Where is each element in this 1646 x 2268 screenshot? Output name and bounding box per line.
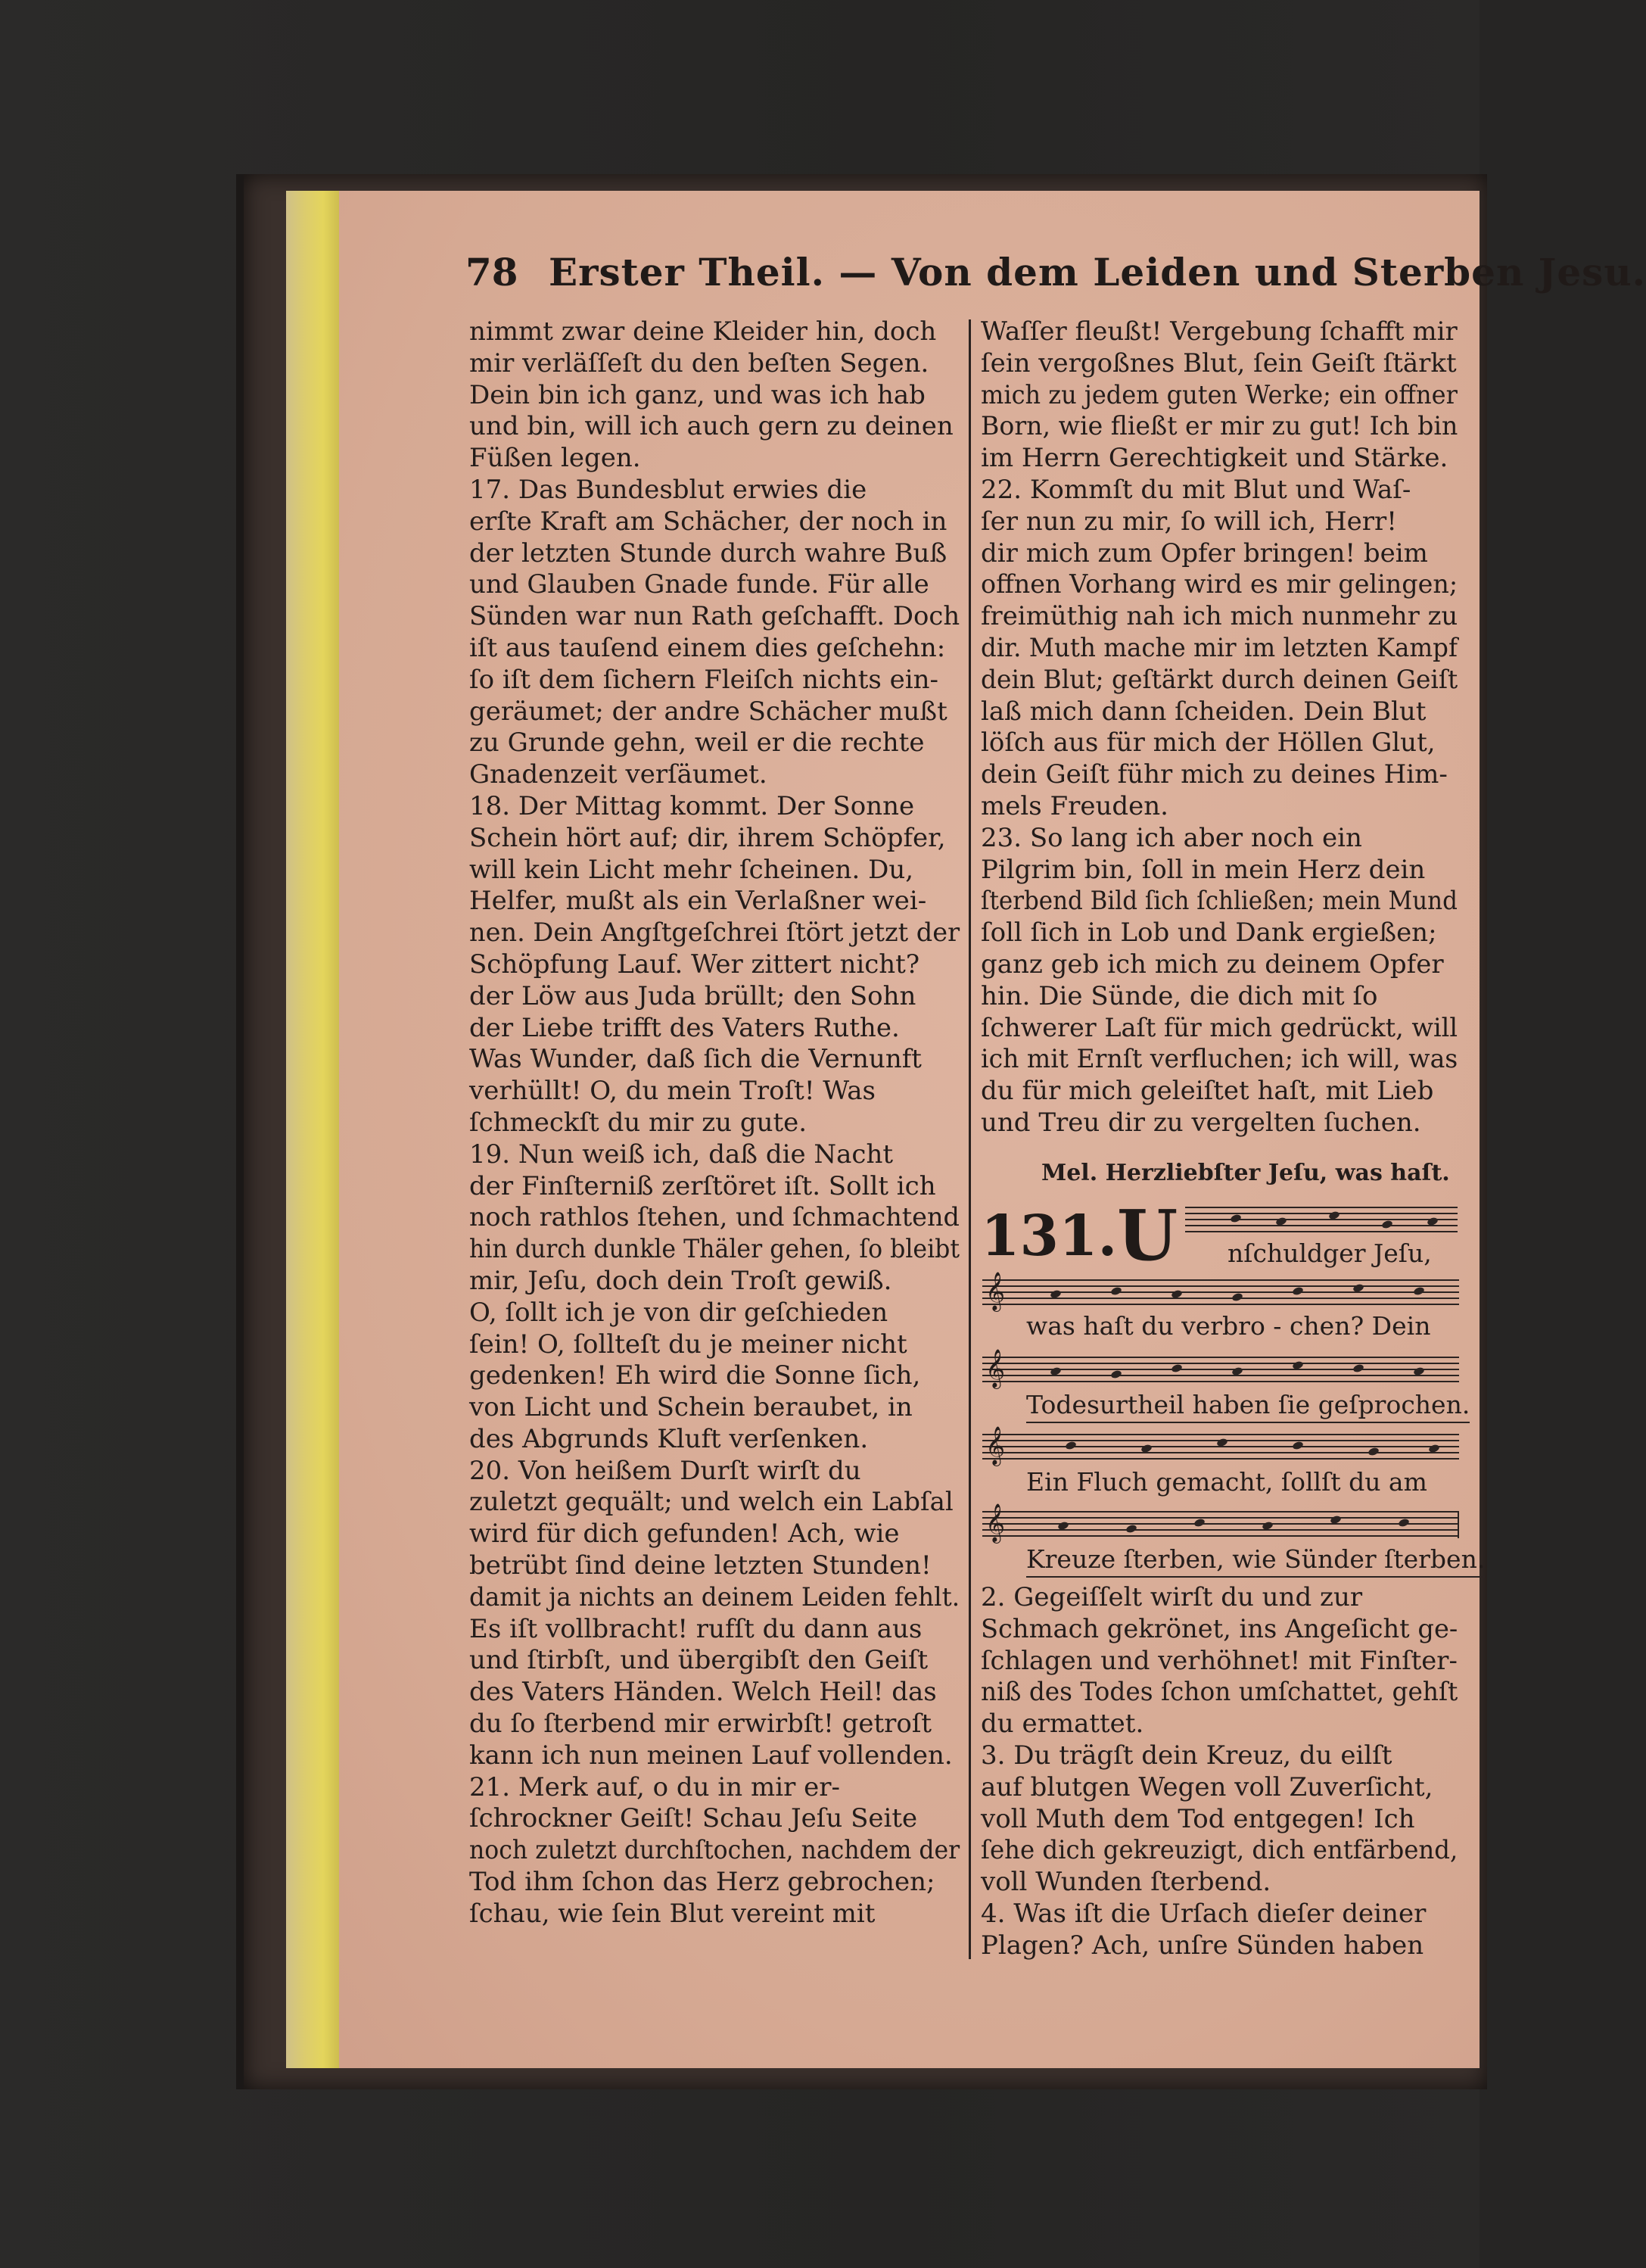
text-line: 20. Von heißem Durſt wirſt du	[469, 1455, 861, 1486]
text-line: ſchmeckſt du mir zu gute.	[469, 1107, 807, 1138]
text-line: voll Muth dem Tod entgegen! Ich	[981, 1803, 1415, 1834]
text-line: verhüllt! O, du mein Troſt! Was	[469, 1076, 876, 1107]
treble-clef-icon: 𝄞	[985, 1272, 1006, 1310]
text-line: zu Grunde gehn, weil er die rechte	[469, 727, 925, 759]
text-line: laß mich dann ſcheiden. Dein Blut	[981, 696, 1427, 727]
column-divider	[969, 319, 971, 1959]
text-line: du ermattet.	[981, 1709, 1144, 1740]
hymn-lyric-2: was haſt du verbro - chen? Dein	[1026, 1311, 1431, 1341]
text-line: zuletzt gequält; und welch ein Labſal	[469, 1487, 954, 1518]
text-line: ſchwerer Laſt für mich gedrückt, will	[981, 1012, 1458, 1043]
text-line: voll Wunden ſterbend.	[981, 1867, 1271, 1898]
left-column	[469, 316, 960, 1930]
text-line: gedenken! Eh wird die Sonne ſich,	[469, 1360, 921, 1391]
text-line: Füßen legen.	[469, 443, 641, 474]
text-line: 17. Das Bundesblut erwies die	[469, 474, 867, 505]
hymn-lyric-1: nſchuldger Jeſu,	[1227, 1238, 1432, 1268]
text-line: löſch aus für mich der Höllen Glut,	[981, 727, 1436, 759]
text-line: Tod ihm ſchon das Herz gebrochen;	[469, 1867, 935, 1898]
text-line: Helfer, mußt als ein Verlaßner wei-	[469, 886, 927, 917]
hymn-lyric-5: Kreuze ſterben, wie Sünder ſterben.	[1026, 1543, 1485, 1578]
text-line: will kein Licht mehr ſcheinen. Du,	[469, 854, 914, 885]
text-line: damit ja nichts an deinem Leiden fehlt.	[469, 1581, 960, 1612]
text-line: ſoll ſich in Lob und Dank ergießen;	[981, 917, 1437, 949]
text-line: 21. Merk auf, o du in mir er-	[469, 1771, 840, 1802]
text-line: dir. Muth mache mir im letzten Kampf	[981, 632, 1458, 663]
text-line: hin. Die Sünde, die dich mit ſo	[981, 980, 1378, 1011]
running-header	[465, 250, 1646, 303]
text-line: Was Wunder, daß ſich die Vernunft	[469, 1044, 922, 1075]
text-line: ſein! O, ſollteſt du je meiner nicht	[469, 1329, 907, 1360]
text-line: Es iſt vollbracht! rufſt du dann aus	[469, 1613, 923, 1644]
text-line: mir verläſſeſt du den beſten Segen.	[469, 347, 929, 379]
text-line: dein Geiſt führ mich zu deines Him-	[981, 759, 1448, 790]
text-line: Born, wie fließt er mir zu gut! Ich bin	[981, 411, 1458, 442]
text-line: der Liebe trifft des Vaters Ruthe.	[469, 1012, 900, 1043]
text-line: noch rathlos ſtehen, und ſchmachtend	[469, 1202, 960, 1233]
music-staff-4	[982, 1426, 1459, 1465]
text-line: du ſo ſterbend mir erwirbſt! getroſt	[469, 1709, 932, 1740]
text-line: hin durch dunkle Thäler gehen, ſo bleibt	[469, 1234, 960, 1265]
text-line: Plagen? Ach, unſre Sünden haben	[981, 1930, 1424, 1961]
text-line: iſt aus tauſend einem dies geſchehn:	[469, 632, 946, 663]
text-line: betrübt ſind deine letzten Stunden!	[469, 1550, 932, 1581]
text-line: nen. Dein Angſtgeſchrei ſtört jetzt der	[469, 917, 960, 949]
text-line: Pilgrim bin, ſoll in mein Herz dein	[981, 854, 1426, 885]
text-line: Schmach gekrönet, ins Angeſicht ge-	[981, 1613, 1458, 1644]
text-line: ganz geb ich mich zu deinem Opfer	[981, 949, 1444, 980]
running-title: Erster Theil. — Von dem Leiden und Sterben Jesu.	[549, 250, 1646, 294]
text-line: 23. So lang ich aber noch ein	[981, 822, 1362, 853]
music-staff-3	[982, 1349, 1459, 1388]
text-line: mir, Jeſu, doch dein Troſt gewiß.	[469, 1265, 892, 1296]
text-line: ſchau, wie ſein Blut vereint mit	[469, 1898, 876, 1929]
right-column-upper	[981, 316, 1458, 1139]
text-line: der Löw aus Juda brüllt; den Sohn	[469, 980, 916, 1011]
text-line: der letzten Stunde durch wahre Buß	[469, 537, 947, 569]
text-line: 2. Gegeiſſelt wirſt du und zur	[981, 1582, 1363, 1612]
text-line: und bin, will ich auch gern zu deinen	[469, 411, 954, 442]
text-line: du für mich geleiſtet haſt, mit Lieb	[981, 1076, 1434, 1107]
text-line: mich zu jedem guten Werke; ein offner	[981, 379, 1458, 410]
text-line: Gnadenzeit verſäumet.	[469, 759, 767, 790]
text-line: geräumet; der andre Schächer mußt	[469, 696, 947, 727]
text-line: 19. Nun weiß ich, daß die Nacht	[469, 1139, 894, 1170]
text-line: 18. Der Mittag kommt. Der Sonne	[469, 790, 915, 821]
text-line: Schein hört auf; dir, ihrem Schöpfer,	[469, 822, 946, 853]
text-line: ſehe dich gekreuzigt, dich entfärbend,	[981, 1835, 1458, 1866]
text-line: dir mich zum Opfer bringen! beim	[981, 537, 1428, 569]
music-staff-1	[1185, 1207, 1458, 1234]
gilded-page-edge	[286, 191, 339, 2068]
hymn-lyric-3: Todesurtheil haben ſie geſprochen.	[1026, 1388, 1470, 1423]
text-line: nimmt zwar deine Kleider hin, doch	[469, 316, 937, 347]
text-line: 3. Du trägſt dein Kreuz, du eilſt	[981, 1740, 1392, 1771]
text-line: ich mit Ernſt verfluchen; ich will, was	[981, 1044, 1458, 1075]
text-line: noch zuletzt durchſtochen, nachdem der	[469, 1835, 960, 1866]
treble-clef-icon-2: 𝄞	[985, 1349, 1006, 1388]
text-line: erſte Kraft am Schächer, der noch in	[469, 506, 947, 537]
music-staff-5	[982, 1503, 1459, 1542]
text-line: des Vaters Händen. Welch Heil! das	[469, 1677, 937, 1708]
text-line: ſchlagen und verhöhnet! mit Finſter-	[981, 1645, 1458, 1676]
text-line: und Glauben Gnade funde. Für alle	[469, 569, 929, 600]
hymn-lyric-4: Ein Fluch gemacht, ſollſt du am	[1026, 1467, 1427, 1497]
text-line: Waſſer fleußt! Vergebung ſchafft mir	[981, 316, 1458, 347]
text-line: ſo iſt dem ſichern Fleiſch nichts ein-	[469, 664, 939, 695]
text-line: ſer nun zu mir, ſo will ich, Herr!	[981, 506, 1397, 537]
text-line: 4. Was iſt die Urſach dieſer deiner	[981, 1898, 1427, 1929]
text-line: O, ſollt ich je von dir geſchieden	[469, 1297, 888, 1328]
text-line: Schöpfung Lauf. Wer zittert nicht?	[469, 949, 920, 980]
text-line: der Finſterniß zerſtöret iſt. Sollt ich	[469, 1170, 936, 1201]
page-number: 78	[465, 250, 518, 294]
text-line: ſterbend Bild ſich ſchließen; mein Mund	[981, 886, 1458, 917]
text-line: wird für dich gefunden! Ach, wie	[469, 1519, 900, 1550]
text-line: und Treu dir zu vergelten ſuchen.	[981, 1107, 1421, 1138]
text-line: Dein bin ich ganz, und was ich hab	[469, 379, 926, 410]
text-line: von Licht und Schein beraubet, in	[469, 1392, 913, 1423]
treble-clef-icon-4: 𝄞	[985, 1503, 1006, 1542]
right-column-lower	[981, 1582, 1458, 1962]
text-line: dein Blut; geſtärkt durch deinen Geiſt	[981, 664, 1458, 695]
text-line: freimüthig nah ich mich nunmehr zu	[981, 601, 1458, 632]
text-line: des Abgrunds Kluft verſenken.	[469, 1423, 869, 1454]
text-line: mels Freuden.	[981, 790, 1168, 821]
text-line: kann ich nun meinen Lauf vollenden.	[469, 1740, 953, 1771]
text-line: im Herrn Gerechtigkeit und Stärke.	[981, 443, 1448, 474]
text-line: offnen Vorhang wird es mir gelingen;	[981, 569, 1458, 600]
music-staff-2	[982, 1272, 1459, 1310]
treble-clef-icon-3: 𝄞	[985, 1426, 1006, 1465]
text-line: niß des Todes ſchon umſchattet, gehſt	[981, 1677, 1458, 1708]
hymn-drop-initial: U	[1117, 1195, 1178, 1276]
text-line: auf blutgen Wegen voll Zuverſicht,	[981, 1771, 1433, 1802]
text-line: Sünden war nun Rath geſchafft. Doch	[469, 601, 960, 632]
melody-note: Mel. Herzliebſter Jeſu, was haſt.	[1041, 1160, 1450, 1186]
text-line: und ſtirbſt, und übergibſt den Geiſt	[469, 1645, 929, 1676]
text-line: ſchrockner Geiſt! Schau Jeſu Seite	[469, 1803, 918, 1834]
text-line: ſein vergoßnes Blut, ſein Geiſt ſtärkt	[981, 347, 1457, 379]
text-line: 22. Kommſt du mit Blut und Waſ-	[981, 474, 1411, 505]
hymn-number: 131.	[981, 1204, 1118, 1269]
